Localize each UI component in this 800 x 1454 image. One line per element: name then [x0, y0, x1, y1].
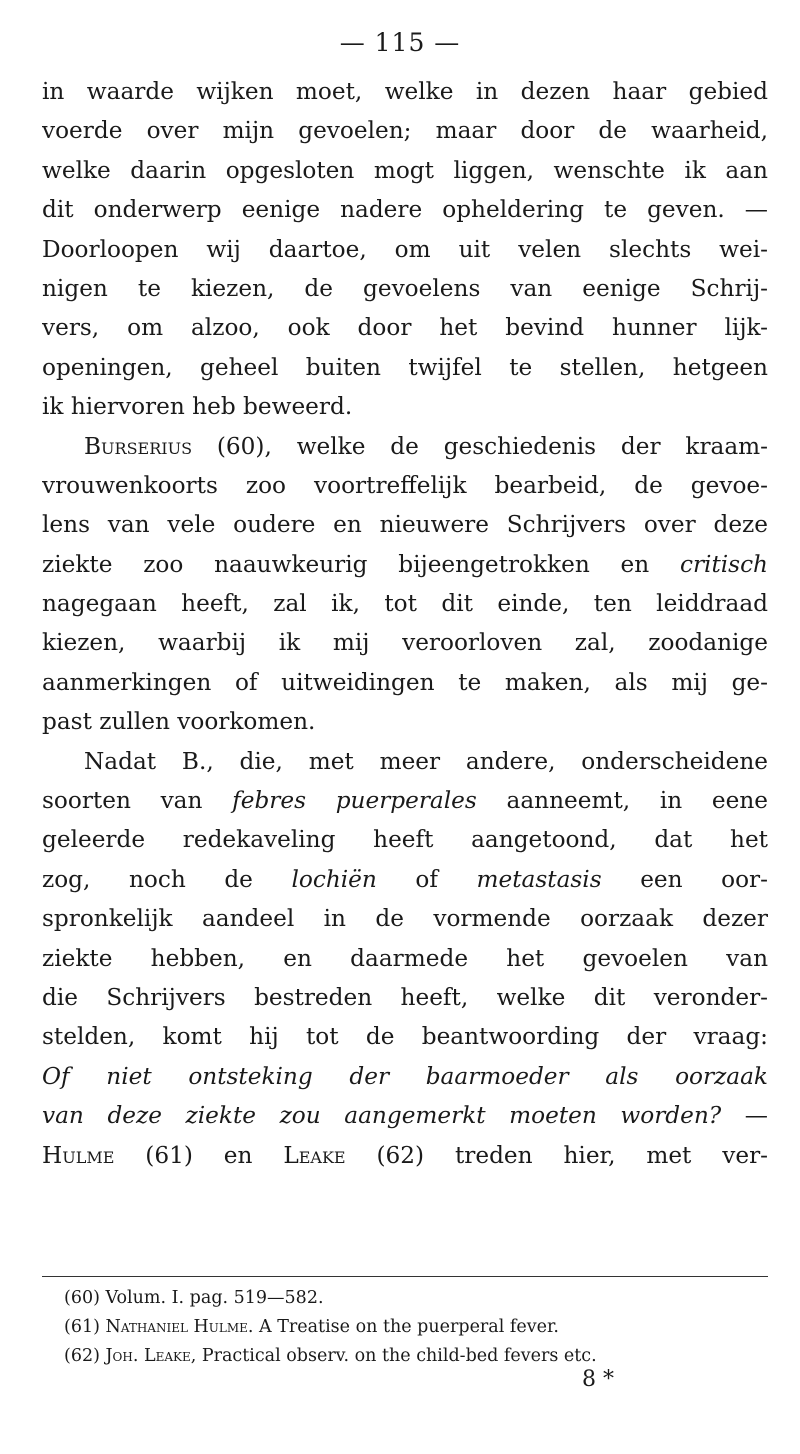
- text-line: [42, 1057, 768, 1096]
- page-number: — 115 —: [339, 28, 461, 57]
- text-segment: zog, noch de: [42, 865, 292, 893]
- text-line: openingen, geheel buiten twijfel te stellen, hetgeen: [42, 353, 768, 381]
- footnote-text: , Practical observ. on the child-bed fevers etc.: [190, 1346, 597, 1366]
- signature-mark: 8 *: [582, 1367, 614, 1392]
- italic-term: febres puerperales: [232, 787, 477, 815]
- text-line: Doorloopen wij daartoe, om uit velen slechts wei-: [42, 235, 768, 263]
- text-line: ik hiervoren heb beweerd.: [42, 393, 353, 421]
- text-line: spronkelijk aandeel in de vormende oorzaak dezer: [42, 905, 768, 933]
- text-line: nagegaan heeft, zal ik, tot dit einde, ten leiddraad: [42, 590, 768, 618]
- text-segment: (60), welke de geschiedenis der kraam-: [192, 432, 768, 460]
- author-name: Burserius: [84, 432, 193, 460]
- author-name: Joh. Leake: [105, 1346, 191, 1366]
- text-line: Nadat B., die, met meer andere, onderscheidene: [84, 747, 768, 775]
- italic-term: metastasis: [476, 865, 602, 893]
- text-line: lens van vele oudere en nieuwere Schrijvers over deze: [42, 511, 768, 539]
- text-line: in waarde wijken moet, welke in dezen haar gebied: [42, 78, 768, 105]
- text-segment: aanneemt, in eene: [476, 787, 768, 815]
- author-name: Leake: [283, 1141, 346, 1169]
- text-segment: (62) treden hier, met ver-: [345, 1141, 768, 1169]
- text-segment: —: [721, 1102, 768, 1130]
- text-line: aanmerkingen of uitweidingen te maken, als mij ge-: [42, 668, 768, 696]
- text-line: vers, om alzoo, ook door het bevind hunner lijk-: [42, 314, 768, 342]
- footnote-60: (60) Volum. I. pag. 519—582.: [64, 1288, 324, 1308]
- footnote-text: . A Treatise on the puerperal fever.: [247, 1317, 559, 1337]
- footnote-61: [64, 1313, 768, 1342]
- text-line: geleerde redekaveling heeft aangetoond, dat het: [42, 826, 768, 854]
- footnotes: [64, 1284, 768, 1371]
- text-line: past zullen voorkomen.: [42, 708, 316, 736]
- text-line: [42, 427, 768, 466]
- text-line: [42, 860, 768, 899]
- text-line: [42, 1136, 768, 1175]
- author-name: Nathaniel Hulme: [105, 1317, 248, 1337]
- text-segment: (61) en: [114, 1141, 284, 1169]
- footnote-62: [64, 1342, 768, 1371]
- text-line: [42, 1096, 768, 1135]
- footnote-number: (62): [64, 1346, 106, 1366]
- text-line: welke daarin opgesloten mogt liggen, wenschte ik aan: [42, 156, 768, 184]
- footnote-divider: [42, 1276, 768, 1277]
- body-text: [42, 72, 768, 1175]
- text-segment: of: [376, 865, 477, 893]
- italic-term: critisch: [679, 550, 768, 578]
- text-line: vrouwenkoorts zoo voortreffelijk bearbeid, de gevoe-: [42, 471, 768, 499]
- text-line: dit onderwerp eenige nadere opheldering te geven. —: [42, 196, 768, 224]
- text-line: [42, 545, 768, 584]
- italic-question: van deze ziekte zou aangemerkt moeten worden?: [42, 1102, 722, 1130]
- text-line: voerde over mijn gevoelen; maar door de waarheid,: [42, 117, 768, 145]
- text-line: nigen te kiezen, de gevoelens van eenige Schrij-: [42, 274, 768, 302]
- text-line: ziekte hebben, en daarmede het gevoelen van: [42, 944, 768, 972]
- footnote-number: (61): [64, 1317, 106, 1337]
- text-line: die Schrijvers bestreden heeft, welke dit veronder-: [42, 983, 768, 1011]
- text-segment: ziekte zoo naauwkeurig bijeengetrokken en: [42, 550, 680, 578]
- author-name: Hulme: [42, 1141, 115, 1169]
- italic-term: lochiën: [291, 865, 377, 893]
- text-line: [42, 781, 768, 820]
- italic-question: Of niet ontsteking der baarmoeder als oorzaak: [42, 1062, 768, 1090]
- text-segment: soorten van: [42, 787, 233, 815]
- text-line: kiezen, waarbij ik mij veroorloven zal, zoodanige: [42, 629, 768, 657]
- text-line: stelden, komt hij tot de beantwoording der vraag:: [42, 1023, 768, 1051]
- text-segment: een oor-: [601, 865, 768, 893]
